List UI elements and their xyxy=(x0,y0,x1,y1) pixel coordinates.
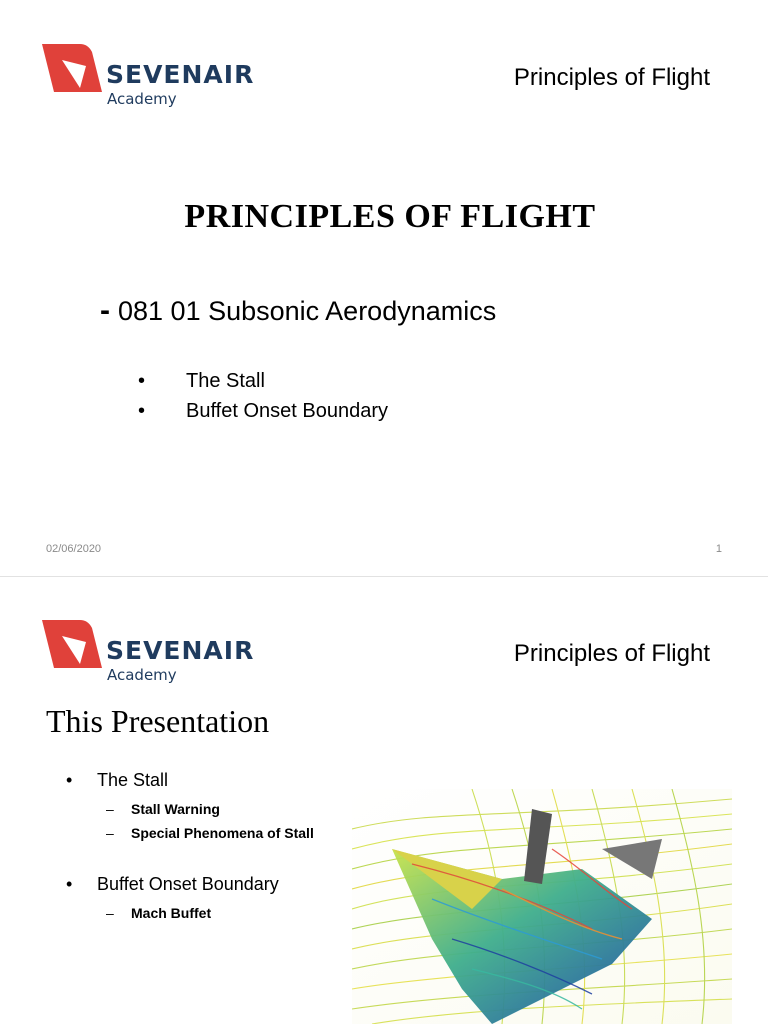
sevenair-logo xyxy=(40,618,280,688)
bullet-list xyxy=(138,366,388,426)
bullet-icon: • xyxy=(138,400,146,422)
page-number: 1 xyxy=(715,543,722,555)
list-item xyxy=(138,396,388,426)
dash-icon: – xyxy=(106,801,114,817)
list-item-text: The Stall xyxy=(186,370,265,392)
brand-name: SEVENAIR xyxy=(106,636,255,665)
slide-2 xyxy=(0,577,768,1024)
list-item-text: The Stall xyxy=(97,770,169,790)
list-item-text: Buffet Onset Boundary xyxy=(186,400,388,422)
main-title: PRINCIPLES OF FLIGHT xyxy=(184,198,596,235)
footer-date: 02/06/2020 xyxy=(46,543,102,555)
header-title: Principles of Flight xyxy=(513,640,710,667)
bullet-icon: • xyxy=(138,370,146,392)
brand-name: SEVENAIR xyxy=(106,60,255,89)
dash-icon: – xyxy=(106,825,114,841)
sub-list-item-text: Stall Warning xyxy=(131,801,220,817)
list-item xyxy=(138,366,388,396)
list-item-text: Buffet Onset Boundary xyxy=(97,874,279,894)
dash-icon: – xyxy=(106,905,114,921)
tail-fin-logo-icon xyxy=(40,42,104,94)
brand-subtitle: Academy xyxy=(107,666,177,684)
header-title: Principles of Flight xyxy=(513,64,710,91)
sevenair-logo xyxy=(40,42,280,112)
section-title: This Presentation xyxy=(46,703,270,739)
subtitle-text: 081 01 Subsonic Aerodynamics xyxy=(118,296,497,326)
bullet-icon: • xyxy=(66,770,73,790)
sub-list-item-text: Special Phenomena of Stall xyxy=(131,825,314,841)
sub-list-item-text: Mach Buffet xyxy=(131,905,212,921)
aircraft-streamline-cfd-image xyxy=(352,789,732,1024)
subtitle xyxy=(100,294,496,328)
brand-subtitle: Academy xyxy=(107,90,177,108)
bullet-icon: • xyxy=(66,874,73,894)
subtitle-dash: - xyxy=(100,294,110,327)
tail-fin-logo-icon xyxy=(40,618,104,670)
